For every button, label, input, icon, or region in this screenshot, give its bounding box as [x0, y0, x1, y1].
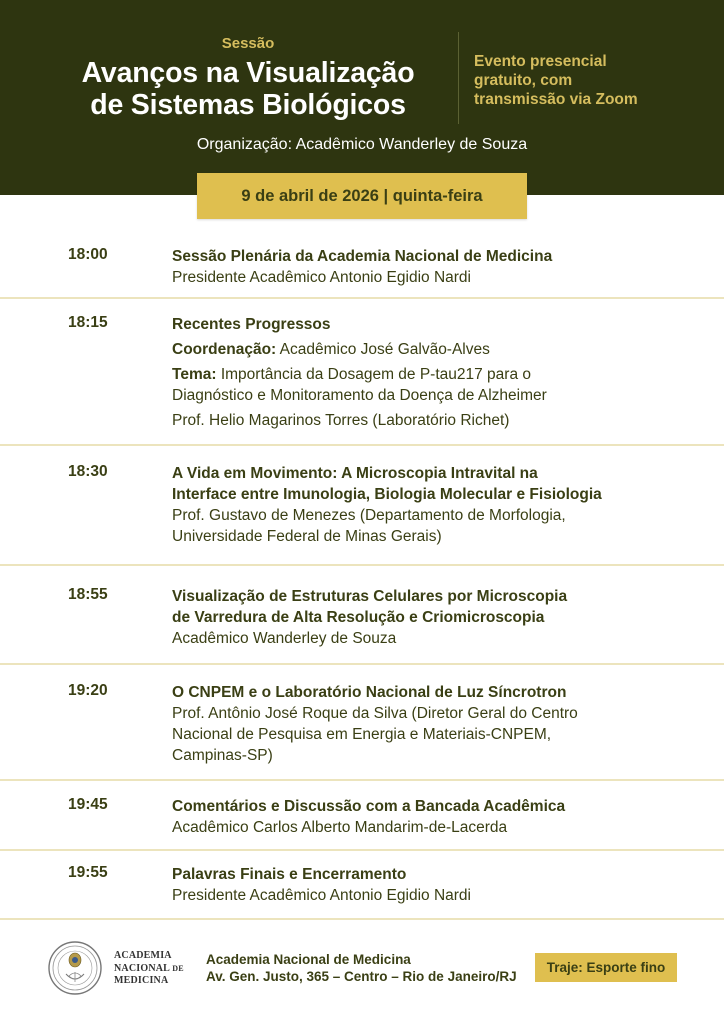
schedule-time: 19:45	[68, 796, 108, 813]
session-title-line: de Sistemas Biológicos	[90, 89, 406, 121]
logo-text-part: NACIONAL	[114, 962, 171, 974]
session-title-line: Avanços na Visualização	[81, 57, 415, 89]
event-info	[474, 52, 714, 109]
venue-address	[206, 952, 517, 985]
theme-label: Tema:	[172, 366, 217, 383]
dress-code-badge: Traje: Esporte fino	[535, 953, 677, 982]
header-banner	[0, 0, 724, 195]
schedule-title: Palavras Finais e Encerramento	[172, 866, 407, 883]
schedule-detail: Prof. Gustavo de Menezes (Departamento de Morfologia,	[172, 507, 566, 524]
event-info-line: transmissão via Zoom	[474, 91, 638, 108]
academy-seal-logo	[47, 940, 103, 996]
coordination-value: Acadêmico José Galvão-Alves	[276, 341, 490, 358]
event-date-badge: 9 de abril de 2026 | quinta-feira	[197, 173, 527, 219]
organization: Organização: Acadêmico Wanderley de Souza	[196, 136, 528, 153]
divider	[0, 663, 724, 665]
coordination-label: Coordenação:	[172, 341, 277, 358]
schedule-title: A Vida em Movimento: A Microscopia Intravital na	[172, 465, 538, 482]
schedule-title: de Varredura de Alta Resolução e Criomicroscopia	[172, 609, 545, 626]
schedule-speaker: Prof. Helio Magarinos Torres (Laboratório Richet)	[172, 412, 510, 429]
schedule-time: 19:55	[68, 864, 108, 881]
schedule-detail: Prof. Antônio José Roque da Silva (Diretor Geral do Centro	[172, 705, 578, 722]
theme-value-cont: Diagnóstico e Monitoramento da Doença de Alzheimer	[172, 387, 547, 404]
theme	[172, 364, 702, 385]
schedule-content	[172, 314, 702, 431]
session-title	[50, 57, 446, 121]
divider	[0, 444, 724, 446]
venue-street: Av. Gen. Justo, 365 – Centro – Rio de Janeiro/RJ	[206, 968, 517, 984]
schedule-detail: Nacional de Pesquisa em Energia e Materiais-CNPEM,	[172, 726, 552, 743]
schedule-detail: Acadêmico Carlos Alberto Mandarim-de-Lacerda	[172, 819, 508, 836]
schedule-content	[172, 586, 702, 649]
event-info-line: gratuito, com	[474, 72, 573, 89]
schedule-content	[172, 463, 702, 547]
academy-logo-text	[114, 950, 184, 988]
divider	[0, 564, 724, 566]
divider	[0, 849, 724, 851]
schedule-time: 18:00	[68, 246, 108, 263]
seal-icon	[47, 940, 103, 996]
schedule-title: O CNPEM e o Laboratório Nacional de Luz Síncrotron	[172, 684, 567, 701]
logo-text-line: MEDICINA	[114, 975, 169, 986]
schedule-detail: Campinas-SP)	[172, 747, 273, 764]
schedule-content	[172, 864, 702, 906]
schedule-title: Visualização de Estruturas Celulares por Microscopia	[172, 588, 568, 605]
schedule-detail: Universidade Federal de Minas Gerais)	[172, 528, 442, 545]
coordination	[172, 339, 702, 360]
schedule-time: 18:55	[68, 586, 108, 603]
divider	[0, 918, 724, 920]
logo-text-part: DE	[170, 963, 184, 973]
schedule-time: 18:15	[68, 314, 108, 331]
schedule-time: 18:30	[68, 463, 108, 480]
divider	[0, 297, 724, 299]
event-info-line: Evento presencial	[474, 53, 607, 70]
session-kicker: Sessão	[221, 35, 275, 52]
header-divider	[458, 32, 459, 124]
schedule-content	[172, 246, 702, 288]
schedule-title: Recentes Progressos	[172, 316, 331, 333]
schedule-content	[172, 796, 702, 838]
schedule-title: Sessão Plenária da Academia Nacional de Medicina	[172, 248, 553, 265]
schedule-title: Comentários e Discussão com a Bancada Acadêmica	[172, 798, 566, 815]
schedule-time: 19:20	[68, 682, 108, 699]
schedule-detail: Acadêmico Wanderley de Souza	[172, 630, 397, 647]
logo-text-line	[114, 963, 184, 976]
venue-name: Academia Nacional de Medicina	[206, 952, 411, 967]
schedule-detail: Presidente Acadêmico Antonio Egidio Nardi	[172, 887, 471, 904]
theme-value: Importância da Dosagem de P-tau217 para o	[216, 366, 532, 383]
logo-text-line: ACADEMIA	[114, 950, 172, 961]
schedule-content	[172, 682, 702, 766]
divider	[0, 779, 724, 781]
schedule-detail: Presidente Acadêmico Antonio Egidio Nardi	[172, 269, 471, 286]
schedule-title: Interface entre Imunologia, Biologia Molecular e Fisiologia	[172, 486, 602, 503]
